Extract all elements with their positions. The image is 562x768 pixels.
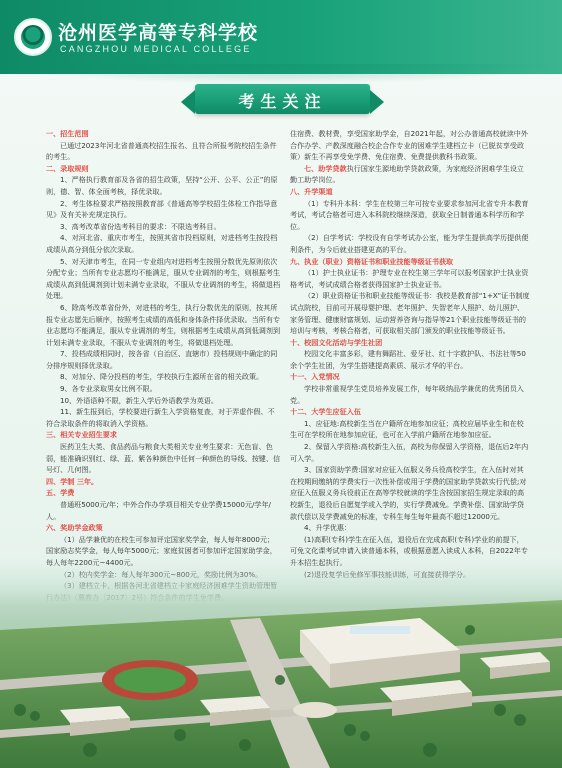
section-heading: 一、招生范围: [46, 129, 89, 138]
school-name-cn: 沧州医学高等专科学校: [58, 22, 259, 44]
section-heading: 九、执业（职业）资格证书和职业技能等级证书获取: [290, 256, 454, 266]
paragraph: 4、升学优惠：: [304, 523, 352, 533]
section-heading: 二、录取规则: [46, 163, 89, 173]
section-heading: 十、校园文化活动与学生社团: [290, 337, 383, 347]
school-seal-icon: [14, 18, 52, 56]
paragraph: （2）职业资格证书和职业技能等级证书：我校是教育部“1+X”证书制度试点院校，目前可开展母婴护理、老年照护、失智老年人照护、幼儿照护、家务管理、健康财富规划、运动营养咨询与指导等21个职业技能等级证书的培训与考核，考核合格者，可获取相关部门颁发的职业技能等级证书。: [290, 291, 530, 336]
banner-title: 考生关注: [238, 92, 327, 111]
section-heading: 五、学费: [46, 488, 75, 498]
school-name-en: CANGZHOU MEDICAL COLLEGE: [60, 44, 252, 54]
paragraph: 9、各专业录取男女比例不限。: [60, 384, 157, 394]
paragraph: 6、除高考改革省份外，对进档的考生，执行分数优先的原则，按其所报专业志愿先后顺序，按照考生成绩的高低和身体条件择优录取。当所有专业志愿均不能满足，服从专业调剂的考生，则根据考生成绩从高到低调剂到计划未满专业录取，不服从专业调剂的考生，将做退档处理。: [46, 302, 281, 347]
paragraph: 医药卫生大类、食品药品与粮食大类相关专业考生要求：无色盲、色弱，能准确识别红、绿、蓝、紫各种颜色中任何一种颜色的导线、按键、信号灯、几何图。: [46, 442, 281, 475]
section-heading: 四、学制 三年。: [46, 476, 99, 486]
paragraph: 1、严格执行教育部及各省的招生政策，坚持“公开、公平、公正”的原则，德、智、体全面考核，择优录取。: [46, 175, 278, 196]
paragraph: 11、新生报到后，学校要进行新生入学资格复查，对于弄虚作假、不符合录取条件的将取消入学资格。: [46, 407, 275, 428]
paragraph: 4、对河北省、重庆市考生，按照其省市投档原则，对进档考生按投档成绩从高分到低分依次录取。: [46, 233, 278, 254]
paragraph: 2、考生体检要求严格按照教育部《普通高等学校招生体检工作指导意见》及有关补充规定执行。: [46, 198, 278, 220]
paragraph: （1）护士执业证书：护理专业在校生第三学年可以报考国家护士执业资格考试，考试成绩合格者获得国家护士执业证书。: [290, 268, 529, 289]
paragraph: （2）自学考试：学校设有自学考试办公室，能为学生提供高学历提供便利条件，为今后就业搭建更高的平台。: [290, 233, 529, 254]
section-heading: 六、奖助学金政策: [46, 523, 103, 533]
campus-aerial-view-icon: [0, 560, 562, 768]
paragraph: 1、应征地:高校新生当在户籍所在地参加应征；高校应届毕业生和在校生可在学校所在地参加应征，也可在入学前户籍所在地参加应征。: [290, 418, 524, 440]
paragraph: （1）品学兼优的在校生可参加评定国家奖学金，每人每年8000元；国家励志奖学金，每人每年5000元；家庭贫困者可参加评定国家助学金，: [46, 534, 277, 556]
section-banner: [195, 84, 370, 114]
paragraph: 已通过2023年河北省普通高校招生报名、且符合所报考院校招生条件的考生。: [46, 140, 277, 162]
section-heading: 七、助学贷款: [304, 163, 347, 173]
paragraph: 8、对加分、降分投档的考生，学校执行生源所在省的相关政策。: [60, 372, 264, 382]
section-heading: 三、相关专业招生要求: [46, 430, 117, 440]
paragraph: 10、外语语种不限，新生入学后外语教学为英语。: [60, 395, 218, 405]
paragraph: 3、高考改革省份选考科目的要求：不限选考科目。: [60, 221, 221, 231]
paragraph: 学校非常重视学生党员培养发展工作，每年吸纳品学兼优的优秀团员入党。: [290, 384, 524, 405]
paragraph: 5、对天津市考生，在同一专业组内对进档考生按照分数优先原则依次分配专业；当所有专业志愿均不能满足，服从专业调剂的考生，则根据考生成绩从高到低调剂到计划未满专业录取，不服从专业调剂的考生，将做退档处理。: [46, 256, 281, 301]
page-header: [0, 0, 562, 74]
paragraph: 3、国家资助学费:国家对应征入伍服义务兵役高校学生，在入伍时对其在校期间缴纳的学费实行一次性补偿或用于学费的国家助学贷款实行代偿;对应征入伍服义务兵役前正在高等学校就读的学生含按国家招生规定录取的高校新生，退役后自愿复学或入学的，实行学费减免。学费补偿、国家助学贷款代偿以及学费减免的标准，专科生每生每年最高不超过12000元。: [290, 465, 527, 521]
section-heading: 十二、大学生应征入伍: [290, 407, 361, 417]
paragraph: （1）专科升本科：学生在校第三年可按专业要求参加河北省专升本教育考试，考试合格者可进入本科院校继续深造，获取全日制普通本科学历和学位。: [290, 198, 529, 231]
section-heading: 十一、入党情况: [290, 372, 340, 382]
paragraph: 普通班5000元/年；中外合作办学项目相关专业学费15000元/学年/人。: [46, 500, 271, 521]
paragraph: 执行国家生源地助学贷款政策，为家庭经济困难学生设立勤工助学岗位。: [290, 163, 524, 185]
section-heading: 八、升学渠道: [290, 186, 333, 196]
paragraph: 住宿费、教材费，享受国家助学金，自2021年起，对公办普通高校就读中外合作办学、产教深度融合校企合作专业的困难学生建档立卡（已脱贫享受政策）新生不再享受免学费、免住宿费、免费提供教科书政策。: [290, 129, 528, 162]
left-column: [46, 128, 281, 603]
paragraph: 校园文化丰富多彩，建有舞蹈社、爱牙社、红十字救护队、书法社等50余个学生社团，为学生搭建提高素质、展示才华的平台。: [290, 349, 526, 370]
paragraph: 2、保留入学资格:高校新生入伍，高校为你保留入学资格，退伍后2年内可入学。: [290, 442, 529, 463]
right-column: [290, 128, 530, 580]
paragraph: (1)高职(专科)学生在征入伍，退役后在完成高职(专科)学业的前提下，可免文化课考试申请入读普通本科，或根据意愿入读成人本科，自2022年专: [290, 534, 528, 556]
paragraph: 7、投档成绩相同时，按各省（自治区、直辖市）投档规则中确定的同分排序规则择优录取。: [46, 349, 278, 370]
